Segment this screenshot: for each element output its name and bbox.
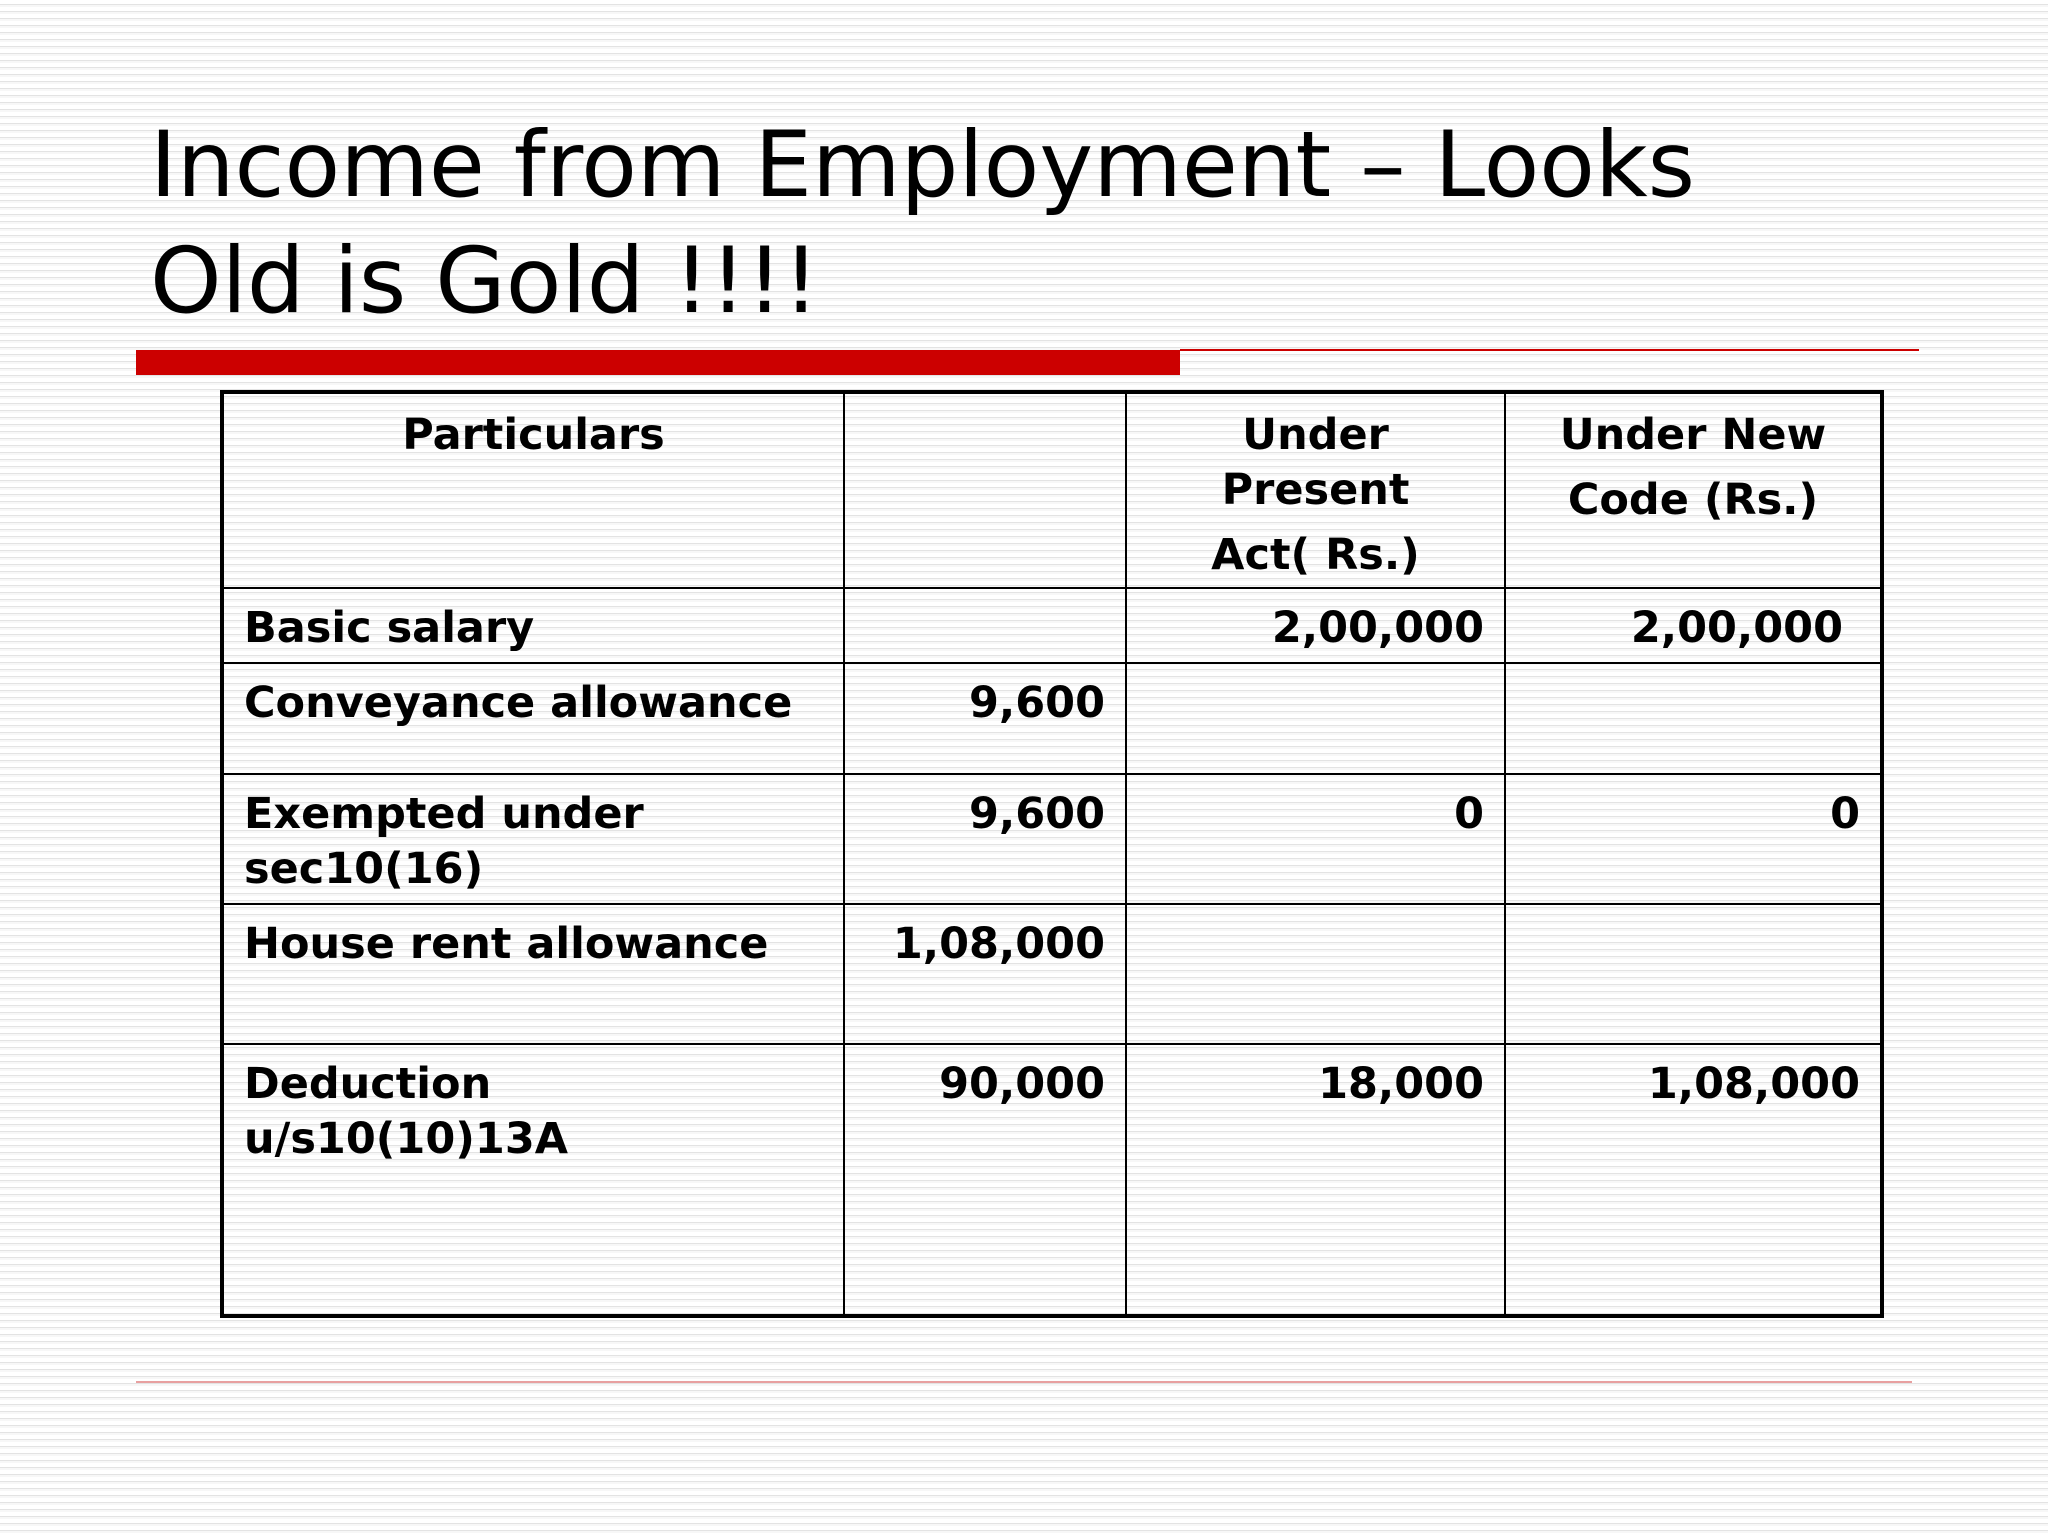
slide-title: [150, 108, 1950, 340]
cell-present-act: 2,00,000: [1126, 588, 1505, 663]
cell-new-code: [1505, 904, 1882, 1044]
table-row: [222, 1044, 1882, 1316]
header-new-code-line-2: Code (Rs.): [1567, 475, 1819, 525]
title-accent-rule: [1180, 349, 1919, 351]
row-label-conveyance-allowance: Conveyance allowance: [222, 663, 844, 774]
header-present-act: [1126, 392, 1505, 588]
slide-title-line-2: Old is Gold !!!!: [150, 229, 820, 334]
table-row: [222, 904, 1882, 1044]
header-new-code-line-1: Under New: [1559, 410, 1827, 460]
row-label-deduction-line-1: Deduction: [244, 1059, 492, 1109]
cell-present-act: [1126, 663, 1505, 774]
slide-title-line-1: Income from Employment – Looks: [150, 113, 1696, 218]
cell-present-act: 18,000: [1126, 1044, 1505, 1316]
table-row: [222, 774, 1882, 904]
title-accent-bar: [136, 350, 1180, 375]
row-label-deduction: [222, 1044, 844, 1316]
cell-amount: 9,600: [844, 774, 1126, 904]
cell-amount: 9,600: [844, 663, 1126, 774]
cell-new-code: [1505, 663, 1882, 774]
cell-present-act: [1126, 904, 1505, 1044]
cell-new-code: 1,08,000: [1505, 1044, 1882, 1316]
cell-new-code: 2,00,000: [1505, 588, 1882, 663]
row-label-basic-salary: Basic salary: [222, 588, 844, 663]
cell-amount: [844, 588, 1126, 663]
header-present-act-line-1: Under: [1242, 410, 1389, 460]
row-label-exempted: [222, 774, 844, 904]
header-present-act-line-3: Act( Rs.): [1211, 530, 1420, 580]
cell-new-code: 0: [1505, 774, 1882, 904]
footer-rule: [136, 1381, 1912, 1383]
table-header-row: [222, 392, 1882, 588]
cell-amount: 90,000: [844, 1044, 1126, 1316]
header-present-act-line-2: Present: [1221, 465, 1410, 515]
salary-comparison-table: [220, 390, 1884, 1318]
row-label-house-rent-allowance: House rent allowance: [222, 904, 844, 1044]
row-label-deduction-line-2: u/s10(10)13A: [244, 1114, 569, 1164]
header-particulars: Particulars: [222, 392, 844, 588]
header-new-code: [1505, 392, 1882, 588]
table-row: [222, 663, 1882, 774]
cell-present-act: 0: [1126, 774, 1505, 904]
row-label-exempted-line-1: Exempted under: [244, 789, 644, 839]
header-amount: [844, 392, 1126, 588]
cell-amount: 1,08,000: [844, 904, 1126, 1044]
row-label-exempted-line-2: sec10(16): [244, 844, 484, 894]
table-row: [222, 588, 1882, 663]
